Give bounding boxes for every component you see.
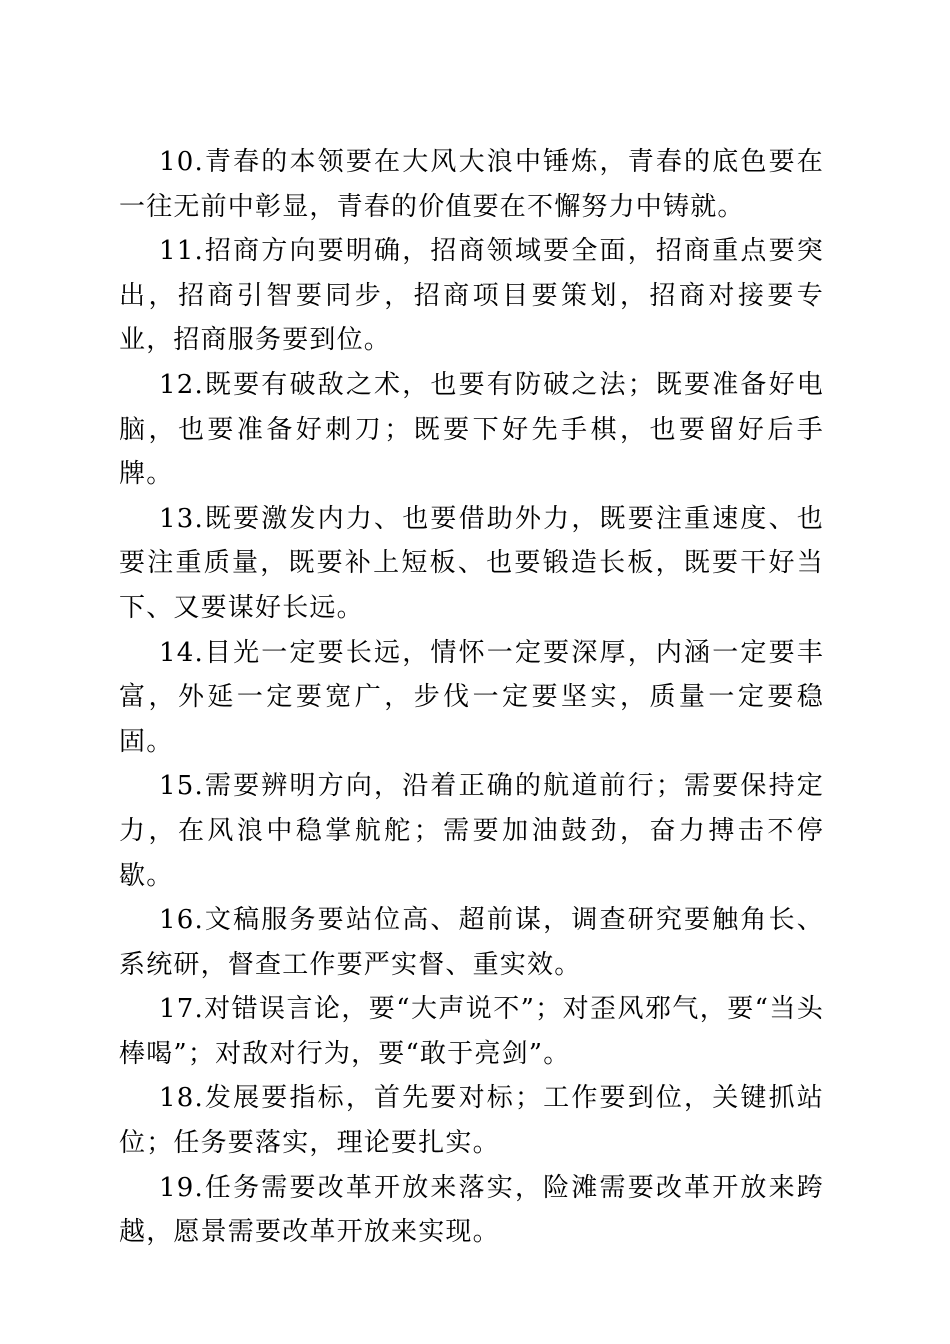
paragraph-13: 13.既要激发内力、也要借助外力，既要注重速度、也要注重质量，既要补上短板、也要锻造长板，既要干好当下、又要谋好长远。: [119, 503, 824, 623]
paragraph-11: 11.招商方向要明确，招商领域要全面，招商重点要突出，招商引智要同步，招商项目要策划，招商对接要专业，招商服务要到位。: [119, 236, 824, 356]
paragraph-18: 18.发展要指标，首先要对标；工作要到位，关键抓站位；任务要落实，理论要扎实。: [119, 1083, 824, 1159]
paragraph-10: 10.青春的本领要在大风大浪中锤炼，青春的底色要在一往无前中彰显，青春的价值要在不懈努力中铸就。: [119, 147, 824, 222]
paragraph-15: 15.需要辨明方向，沿着正确的航道前行；需要保持定力，在风浪中稳掌航舵；需要加油鼓劲，奋力搏击不停歇。: [119, 771, 824, 891]
document-page: [119, 140, 824, 1255]
paragraph-14: 14.目光一定要长远，情怀一定要深厚，内涵一定要丰富，外延一定要宽广，步伐一定要坚实，质量一定要稳固。: [119, 637, 824, 757]
paragraph-17: 17.对错误言论，要“大声说不”；对歪风邪气，要“当头棒喝”；对敌对行为，要“敢于亮剑”。: [119, 994, 824, 1069]
paragraph-12: 12.既要有破敌之术，也要有防破之法；既要准备好电脑，也要准备好刺刀；既要下好先手棋，也要留好后手牌。: [119, 369, 824, 490]
paragraph-19: 19.任务需要改革开放来落实，险滩需要改革开放来跨越，愿景需要改革开放来实现。: [119, 1172, 824, 1248]
paragraph-16: 16.文稿服务要站位高、超前谋，调查研究要触角长、系统研，督查工作要严实督、重实效。: [119, 905, 824, 980]
